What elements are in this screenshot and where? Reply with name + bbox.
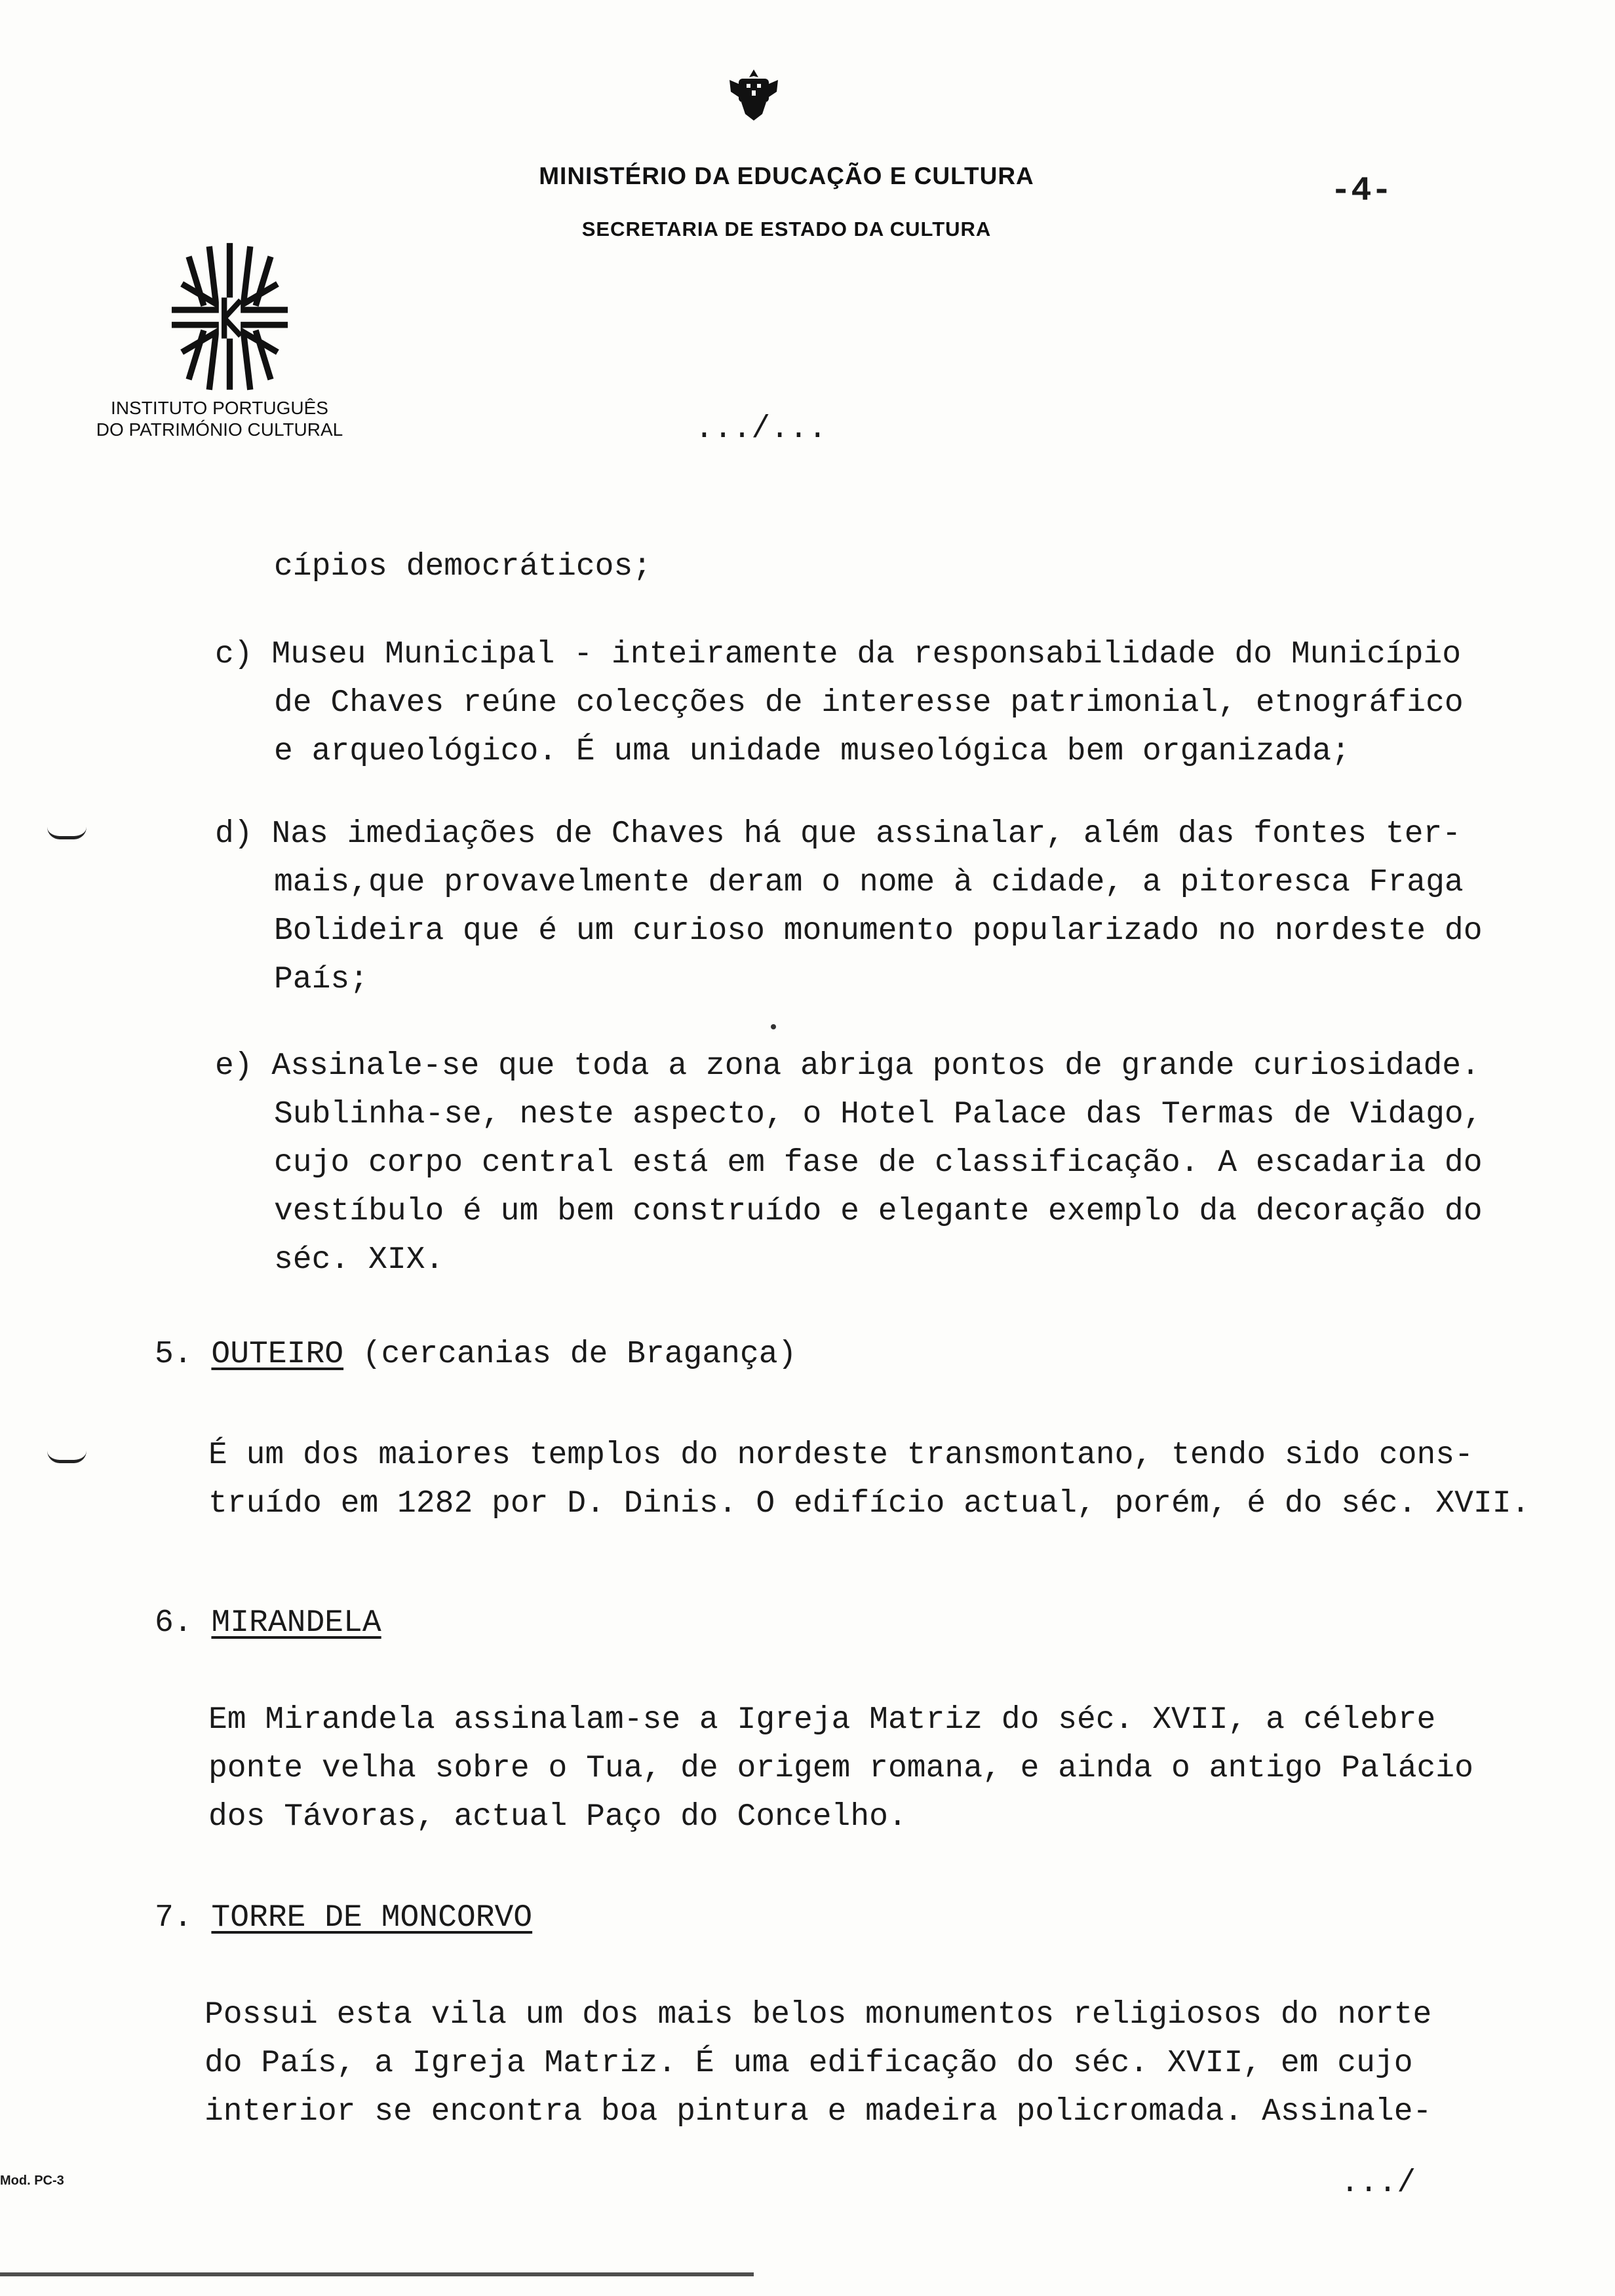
section-5-number: 5. <box>155 1337 193 1372</box>
section-5-subtitle: (cercanias de Bragança) <box>362 1337 797 1372</box>
section-7-line: do País, a Igreja Matriz. É uma edificação do séc. XVII, em cujo <box>204 2046 1413 2081</box>
section-6-line: ponte velha sobre o Tua, de origem romana, e ainda o antigo Palácio <box>208 1751 1473 1786</box>
section-7-line: interior se encontra boa pintura e madeira policromada. Assinale- <box>204 2094 1432 2130</box>
item-e <box>215 1042 1483 1284</box>
section-5-title: OUTEIRO <box>211 1337 344 1372</box>
section-6-text <box>208 1696 1473 1841</box>
section-7-heading <box>155 1900 532 1936</box>
item-d-line: Bolideira que é um curioso monumento popularizado no nordeste do <box>274 913 1483 949</box>
institute-logo-icon <box>159 229 300 393</box>
coat-of-arms-icon <box>724 66 783 124</box>
section-7-number: 7. <box>155 1900 193 1936</box>
item-c-line: e arqueológico. É uma unidade museológica bem organizada; <box>274 734 1350 769</box>
section-7-title: TORRE DE MONCORVO <box>211 1900 533 1936</box>
section-7-text <box>204 1991 1431 2136</box>
margin-mark <box>47 827 87 839</box>
item-d <box>215 810 1483 1004</box>
section-6-line: Em Mirandela assinalam-se a Igreja Matriz do séc. XVII, a célebre <box>208 1702 1436 1738</box>
intro-line: cípios democráticos; <box>274 549 652 584</box>
section-6-title: MIRANDELA <box>211 1605 381 1641</box>
ink-dot <box>771 1024 776 1029</box>
ministry-heading: MINISTÉRIO DA EDUCAÇÃO E CULTURA <box>539 163 1034 189</box>
item-d-line: País; <box>274 962 369 997</box>
item-e-line: cujo corpo central está em fase de classificação. A escadaria do <box>274 1145 1483 1181</box>
item-c <box>215 630 1464 776</box>
section-5-text <box>208 1431 1530 1528</box>
page-number: -4- <box>1331 172 1392 210</box>
section-6-number: 6. <box>155 1605 193 1641</box>
item-d-line: mais,que provavelmente deram o nome à cidade, a pitoresca Fraga <box>274 865 1464 900</box>
section-5-heading <box>155 1337 796 1372</box>
item-d-line: d) Nas imediações de Chaves há que assinalar, além das fontes ter- <box>215 816 1462 852</box>
item-e-line: e) Assinale-se que toda a zona abriga pontos de grande curiosidade. <box>215 1048 1480 1084</box>
margin-mark <box>47 1451 87 1463</box>
section-5-line: É um dos maiores templos do nordeste transmontano, tendo sido cons- <box>208 1438 1473 1473</box>
form-code: Mod. PC-3 <box>0 2173 64 2188</box>
section-7-line: Possui esta vila um dos mais belos monumentos religiosos do norte <box>204 1997 1432 2033</box>
institute-name-line2: DO PATRIMÓNIO CULTURAL <box>96 419 343 440</box>
section-6-line: dos Távoras, actual Paço do Concelho. <box>208 1799 907 1835</box>
item-e-line: vestíbulo é um bem construído e elegante exemplo da decoração do <box>274 1194 1483 1229</box>
institute-name-line1: INSTITUTO PORTUGUÊS <box>111 398 328 418</box>
continuation-marker-top: .../... <box>695 411 827 447</box>
item-c-line: de Chaves reúne colecções de interesse patrimonial, etnográfico <box>274 685 1464 721</box>
continuation-marker-bottom: .../ <box>1340 2166 1416 2201</box>
scan-edge-line <box>0 2272 754 2276</box>
item-c-line: c) Museu Municipal - inteiramente da responsabilidade do Município <box>215 637 1462 672</box>
section-5-line: truído em 1282 por D. Dinis. O edifício actual, porém, é do séc. XVII. <box>208 1486 1530 1521</box>
section-6-heading <box>155 1605 381 1641</box>
secretaria-heading: SECRETARIA DE ESTADO DA CULTURA <box>581 218 992 240</box>
item-e-line: séc. XIX. <box>274 1242 444 1278</box>
item-e-line: Sublinha-se, neste aspecto, o Hotel Palace das Termas de Vidago, <box>274 1097 1483 1132</box>
